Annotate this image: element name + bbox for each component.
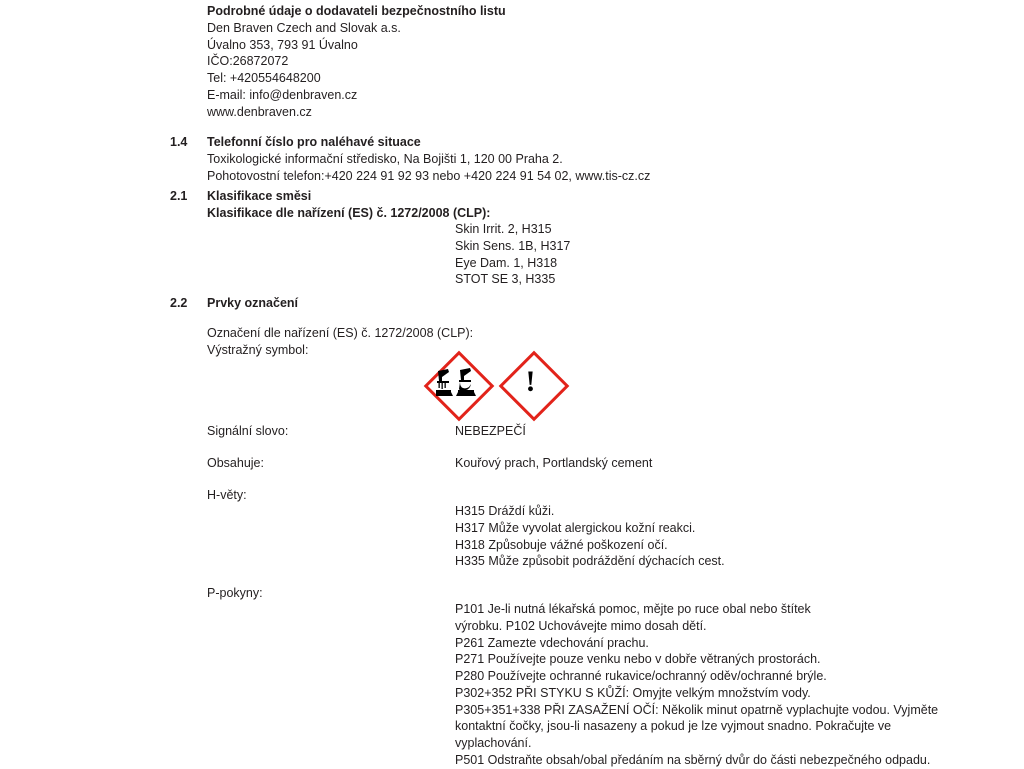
contains-value: Kouřový prach, Portlandský cement [455,456,653,470]
p-statement: P271 Používejte pouze venku nebo v dobře větraných prostorách. [455,652,821,667]
ghs07-exclamation-icon: ! [499,351,562,414]
p-statement: vyplachování. [455,736,532,750]
signal-word-value: NEBEZPEČÍ [455,424,526,438]
classification-list [455,221,570,288]
section-number-2-1: 2.1 [170,189,188,203]
h-statement: H335 Může způsobit podráždění dýchacích cest. [455,554,725,569]
p-statement: P101 Je-li nutná lékařská pomoc, mějte po ruce obal nebo štítek [455,602,811,616]
contains-label: Obsahuje: [207,456,264,470]
supplier-title: Podrobné údaje o dodavateli bezpečnostního listu [207,4,506,18]
supplier-line: E-mail: info@denbraven.cz [207,87,358,102]
p-statement: P305+351+338 PŘI ZASAŽENÍ OČÍ: Několik minut opatrně vyplachujte vodou. Vyjměte [455,702,939,717]
signal-word-label: Signální slovo: [207,424,289,438]
section-number-1-4: 1.4 [170,135,188,149]
labelling-intro-line: Označení dle nařízení (ES) č. 1272/2008 (CLP): [207,326,474,340]
section-2-1-block [207,188,490,222]
p-statements-value [455,601,938,769]
ghs05-corrosion-icon [424,351,487,414]
hazard-symbol-label: Výstražný symbol: [207,342,309,357]
supplier-line: Úvalno 353, 793 91 Úvalno [207,37,358,52]
hazard-pictograms [424,351,562,414]
section-1-4-line: Pohotovostní telefon:+420 224 91 92 93 nebo +420 224 91 54 02, www.tis-cz.cz [207,168,651,183]
section-number-2-2: 2.2 [170,296,188,310]
h-statements-label: H-věty: [207,488,247,502]
section-1-4-line: Toxikologické informační středisko, Na Bojišti 1, 120 00 Praha 2. [207,151,563,166]
p-statements-label: P-pokyny: [207,586,263,600]
supplier-block [207,3,506,120]
h-statement: H318 Způsobuje vážné poškození očí. [455,537,668,552]
section-1-4-block [207,134,650,184]
section-1-4-title: Telefonní číslo pro naléhavé situace [207,135,421,149]
h-statement: H317 Může vyvolat alergickou kožní reakci. [455,520,696,535]
supplier-line: Tel: +420554648200 [207,71,321,85]
p-statement: P261 Zamezte vdechování prachu. [455,635,649,650]
classification-item: Skin Sens. 1B, H317 [455,238,571,253]
p-statement: kontaktní čočky, jsou-li nasazeny a pokud je lze vyjmout snadno. Pokračujte ve [455,719,892,734]
section-2-2-block [207,295,298,312]
classification-item: STOT SE 3, H335 [455,272,556,287]
classification-item: Eye Dam. 1, H318 [455,255,558,270]
section-2-1-title: Klasifikace směsi [207,189,312,203]
supplier-line: Den Braven Czech and Slovak a.s. [207,20,401,35]
h-statement: H315 Dráždí kůži. [455,504,555,518]
h-statements-value [455,503,725,570]
p-statement: výrobku. P102 Uchovávejte mimo dosah dětí. [455,618,707,633]
section-2-1-subtitle: Klasifikace dle nařízení (ES) č. 1272/2008 (CLP): [207,205,491,220]
supplier-line: IČO:26872072 [207,54,289,69]
p-statement: P501 Odstraňte obsah/obal předáním na sběrný dvůr do části nebezpečného odpadu. [455,752,931,767]
supplier-line: www.denbraven.cz [207,104,312,119]
section-2-2-title: Prvky označení [207,296,299,310]
classification-item: Skin Irrit. 2, H315 [455,222,552,236]
p-statement: P280 Používejte ochranné rukavice/ochranný oděv/ochranné brýle. [455,669,827,683]
p-statement: P302+352 PŘI STYKU S KŮŽÍ: Omyjte velkým množstvím vody. [455,685,811,700]
